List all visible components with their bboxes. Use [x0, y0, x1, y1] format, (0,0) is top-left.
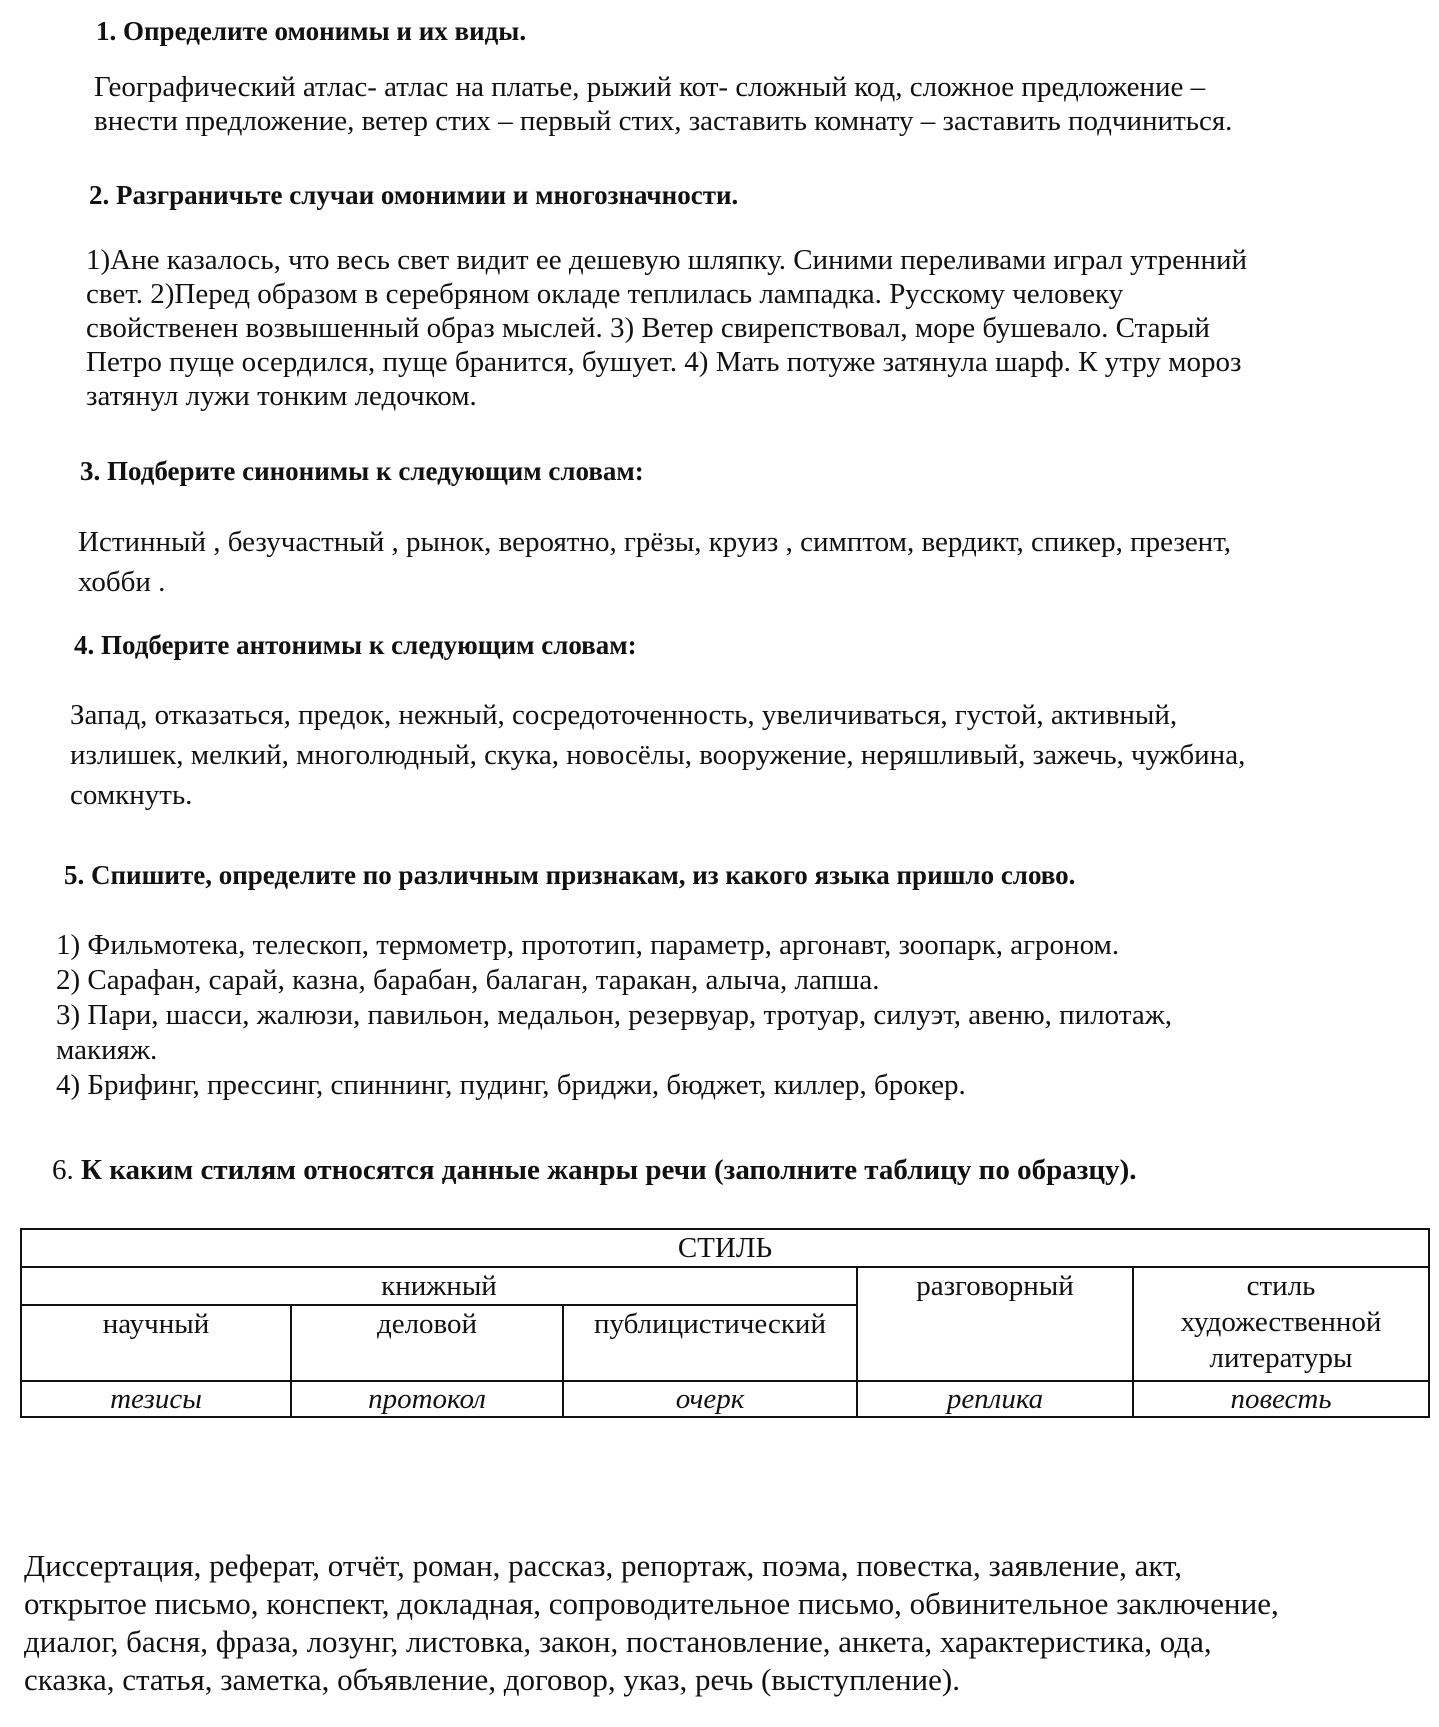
- genres-line-2: открытое письмо, конспект, докладная, сопроводительное письмо, обвинительное заключение,: [24, 1586, 1279, 1621]
- task-1-line-1: Географический атлас- атлас на платье, рыжий кот- сложный код, сложное предложение –: [94, 71, 1206, 103]
- task-5-line-4: макияж.: [56, 1034, 158, 1066]
- task-2-heading: 2. Разграничьте случаи омонимии и многозначности.: [89, 180, 739, 210]
- task-2-text: [86, 243, 1247, 413]
- table-title: СТИЛЬ: [21, 1229, 1429, 1267]
- genres-line-4: сказка, статья, заметка, объявление, договор, указ, речь (выступление).: [24, 1662, 960, 1697]
- task-4-text: [70, 695, 1245, 815]
- task-4-line-2: излишек, мелкий, многолюдный, скука, новосёлы, вооружение, неряшливый, зажечь, чужбина,: [70, 739, 1246, 771]
- task-4-heading: 4. Подберите антонимы к следующим словам:: [74, 630, 637, 660]
- table-example-scientific: тезисы: [21, 1381, 291, 1417]
- task-5-line-1: 1) Фильмотека, телескоп, термометр, прототип, параметр, аргонавт, зоопарк, агроном.: [56, 929, 1120, 961]
- task-5-line-5: 4) Брифинг, прессинг, спиннинг, пудинг, бриджи, бюджет, киллер, брокер.: [56, 1069, 966, 1101]
- task-6-title: К каким стилям относятся данные жанры речи (заполните таблицу по образцу).: [81, 1154, 1137, 1186]
- table-col-business: деловой: [291, 1305, 563, 1381]
- task-2-line-3: свойственен возвышенный образ мыслей. 3) Ветер свирепствовал, море бушевало. Старый: [86, 312, 1210, 344]
- table-col-literary-line-3: литературы: [1209, 1342, 1353, 1374]
- task-1-heading: 1. Определите омонимы и их виды.: [96, 16, 527, 46]
- table-example-row: [21, 1381, 1429, 1417]
- table-col-literary: [1133, 1267, 1429, 1381]
- task-3-line-2: хобби .: [78, 566, 166, 598]
- task-5-line-3: 3) Пари, шасси, жалюзи, павильон, медальон, резервуар, тротуар, силуэт, авеню, пилотаж,: [56, 999, 1172, 1031]
- task-5-text: [56, 928, 1172, 1103]
- table-col-literary-line-1: стиль: [1246, 1270, 1316, 1302]
- task-1-line-2: внести предложение, ветер стих – первый стих, заставить комнату – заставить подчиниться.: [94, 105, 1233, 137]
- task-4-line-3: сомкнуть.: [70, 779, 193, 811]
- genres-line-1: Диссертация, реферат, отчёт, роман, рассказ, репортаж, поэма, повестка, заявление, акт,: [24, 1548, 1182, 1583]
- task-2-line-2: свет. 2)Перед образом в серебряном окладе теплилась лампадка. Русскому человеку: [86, 278, 1124, 310]
- task-1-text: [94, 70, 1232, 138]
- table-example-publicistic: очерк: [563, 1381, 857, 1417]
- style-table: [20, 1228, 1430, 1418]
- genres-list: [24, 1547, 1279, 1699]
- task-3-line-1: Истинный , безучастный , рынок, вероятно, грёзы, круиз , симптом, вердикт, спикер, презент,: [78, 526, 1231, 558]
- task-3-heading: 3. Подберите синонимы к следующим словам:: [80, 456, 644, 486]
- table-col-scientific: научный: [21, 1305, 291, 1381]
- task-2-line-1: 1)Ане казалось, что весь свет видит ее дешевую шляпку. Синими переливами играл утренний: [86, 244, 1248, 276]
- task-2-line-5: затянул лужи тонким ледочком.: [86, 380, 477, 412]
- task-5-heading: 5. Спишите, определите по различным признакам, из какого языка пришло слово.: [64, 860, 1076, 890]
- genres-line-3: диалог, басня, фраза, лозунг, листовка, закон, постановление, анкета, характеристика, ода,: [24, 1624, 1212, 1659]
- table-example-literary: повесть: [1133, 1381, 1429, 1417]
- table-example-colloquial: реплика: [857, 1381, 1133, 1417]
- table-col-publicistic: публицистический: [563, 1305, 857, 1381]
- task-3-text: [78, 522, 1231, 602]
- task-4-line-1: Запад, отказаться, предок, нежный, сосредоточенность, увеличиваться, густой, активный,: [70, 699, 1178, 731]
- table-title-row: [21, 1229, 1429, 1267]
- table-col-colloquial: разговорный: [857, 1267, 1133, 1381]
- task-6-heading: [52, 1154, 1136, 1187]
- table-example-business: протокол: [291, 1381, 563, 1417]
- table-group-bookish: книжный: [21, 1267, 857, 1305]
- task-6-number: 6.: [52, 1154, 74, 1186]
- table-group-row: [21, 1267, 1429, 1305]
- table-col-literary-line-2: художественной: [1180, 1306, 1382, 1338]
- task-5-line-2: 2) Сарафан, сарай, казна, барабан, балаган, таракан, алыча, лапша.: [56, 964, 880, 996]
- task-2-line-4: Петро пуще осердился, пуще бранится, бушует. 4) Мать потуже затянула шарф. К утру мороз: [86, 346, 1242, 378]
